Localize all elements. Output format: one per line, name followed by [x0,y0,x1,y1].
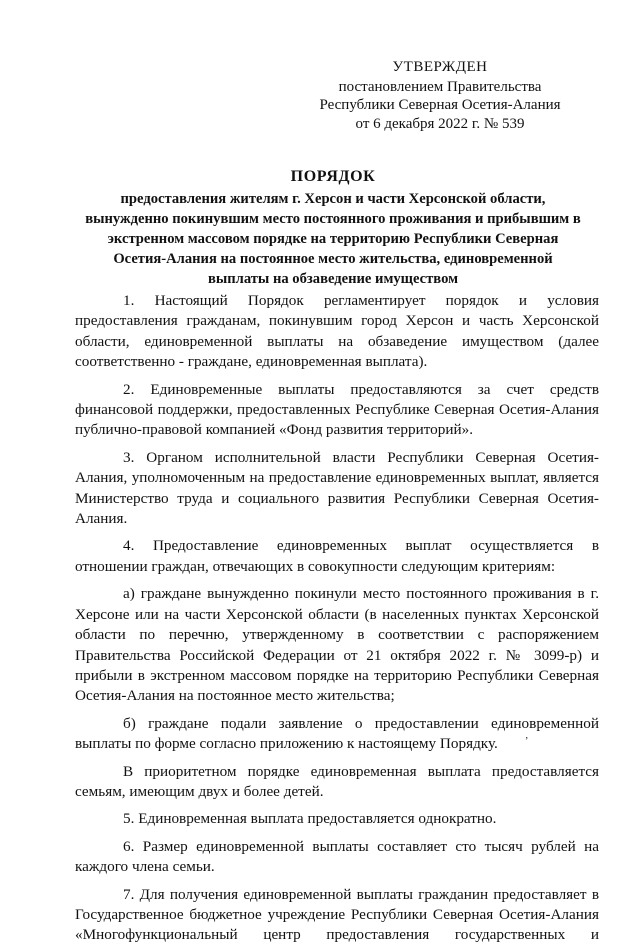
document-body [75,291,599,946]
approval-line: постановлением Правительства [338,78,542,95]
title-line: вынужденно покинувшим место постоянного проживания и прибывшим в [85,211,581,227]
approval-stamp [300,58,580,133]
title-line: Осетия-Алания на постоянное место жительства, единовременной [113,251,553,267]
paragraph-4: 4. Предоставление единовременных выплат осуществляется в отношении граждан, отвечающих в совокупности следующим критериям: [75,537,599,575]
title-line: экстренном массовом порядке на территорию Республики Северная [107,231,559,247]
paragraph-4b: б) граждане подали заявление о предоставлении единовременной выплаты по форме согласно приложению к настоящему Порядку. [75,714,599,753]
paragraph-5: 5. Единовременная выплата предоставляется однократно. [123,810,497,828]
scan-mark: ‚ [525,730,529,741]
paragraph-4a: а) граждане вынужденно покинули место постоянного проживания в г. Херсоне или на части Херсонской области (в населенных пунктах Херсонской области по перечню, утвержденному в соответствии с распоряжением Правительства Российской Федерации от 21 октября 2022 г. № 3099-р) и прибыли в экстренном массовом порядке на территорию Республики Северная Осетия-Алания на постоянное место жительства; [75,585,599,705]
approval-heading: УТВЕРЖДЕН [392,59,488,75]
paragraph-3: 3. Органом исполнительной власти Республики Северная Осетия-Алания, уполномоченным на предоставление единовременных выплат, является Министерство труда и социального развития Республики Северная Осетия-Алания. [75,448,599,528]
document-title [66,167,600,289]
paragraph-priority: В приоритетном порядке единовременная выплата предоставляется семьям, имеющим двух и более детей. [75,762,599,800]
title-main: ПОРЯДОК [290,168,376,185]
title-line: выплаты на обзаведение имуществом [207,271,459,287]
title-line: предоставления жителям г. Херсон и части Херсонской области, [120,191,546,207]
paragraph-6: 6. Размер единовременной выплаты составляет сто тысяч рублей на каждого члена семьи. [75,837,599,876]
approval-line: Республики Северная Осетия-Алания [319,97,561,113]
paragraph-7: 7. Для получения единовременной выплаты гражданин предоставляет в Государственное бюджетное учреждение Республики Северная Осетия-Алания «Многофункциональный центр предоставления государственных и [75,885,599,944]
paragraph-1: 1. Настоящий Порядок регламентирует порядок и условия предоставления гражданам, покинувшим город Херсон и часть Херсонской области, единовременной выплаты на обзаведение имуществом (далее соответственно - граждане, единовременная выплата). [75,292,599,371]
approval-line: от 6 декабря 2022 г. № 539 [355,115,525,132]
paragraph-2: 2. Единовременные выплаты предоставляются за счет средств финансовой поддержки, предоставленных Республике Северная Осетия-Алания публично-правовой компанией «Фонд развития территорий». [75,380,599,439]
